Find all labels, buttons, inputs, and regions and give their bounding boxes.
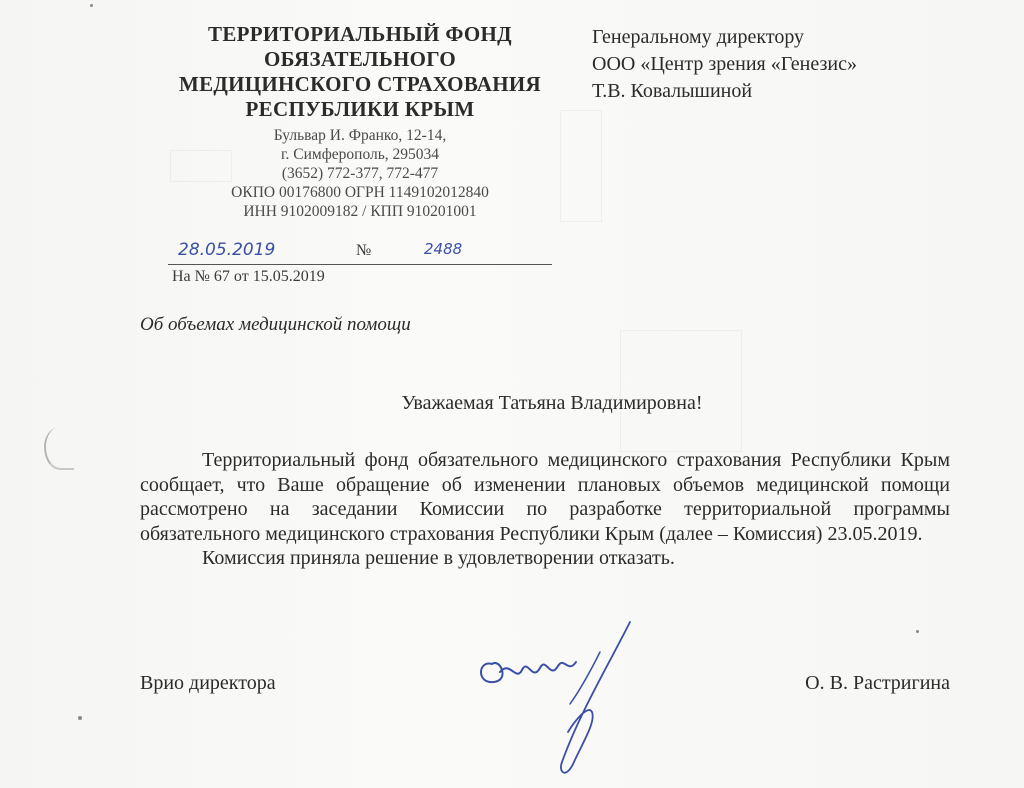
punch-hole-mark xyxy=(44,428,74,470)
recipient-block xyxy=(592,24,857,105)
handwritten-signature xyxy=(470,612,640,787)
body-paragraph: Территориальный фонд обязательного медицинского страхования Республики Крым сообщает, что Ваше обращение об изменении плановых объемов медицинской помощи рассмотрено на заседании Комиссии по разработке территориальной программы обязательного медицинского страхования Республики Крым (далее – Комиссия) 23.05.2019. xyxy=(140,449,950,545)
address-line: Бульвар И. Франко, 12-14, xyxy=(273,127,447,144)
address-line: ОКПО 00176800 ОГРН 1149102012840 xyxy=(231,184,489,201)
recipient-line: Т.В. Ковалышиной xyxy=(592,80,753,102)
address-line: г. Симферополь, 295034 xyxy=(280,146,440,163)
registration-number-label: № xyxy=(356,242,372,259)
speck xyxy=(916,630,919,633)
sender-block xyxy=(140,22,580,221)
signer-title: Врио директора xyxy=(140,672,276,694)
bleed-through-mark xyxy=(620,330,742,452)
speck xyxy=(78,716,82,720)
registration-date: 28.05.2019 xyxy=(178,240,276,260)
salutation: Уважаемая Татьяна Владимировна! xyxy=(401,392,703,414)
recipient-line: ООО «Центр зрения «Генезис» xyxy=(592,53,857,75)
body-paragraph: Комиссия приняла решение в удовлетворении отказать. xyxy=(202,547,675,569)
address-line: ИНН 9102009182 / КПП 910201001 xyxy=(243,203,477,220)
org-name-line: МЕДИЦИНСКОГО СТРАХОВАНИЯ xyxy=(178,72,542,96)
sender-address xyxy=(140,126,580,221)
speck xyxy=(90,4,93,7)
address-line: (3652) 772-377, 772-477 xyxy=(281,165,439,182)
recipient-line: Генеральному директору xyxy=(592,26,805,48)
registration-line xyxy=(168,240,552,265)
subject-line: Об объемах медицинской помощи xyxy=(140,314,411,335)
registration-number: 2488 xyxy=(424,240,463,258)
letter-body xyxy=(140,448,950,571)
org-name-line: ОБЯЗАТЕЛЬНОГО xyxy=(263,47,457,71)
reference-line: На № 67 от 15.05.2019 xyxy=(172,268,325,285)
org-name-line: РЕСПУБЛИКИ КРЫМ xyxy=(245,97,475,121)
org-name-line: ТЕРРИТОРИАЛЬНЫЙ ФОНД xyxy=(208,22,512,46)
signer-name: О. В. Растригина xyxy=(805,672,950,694)
